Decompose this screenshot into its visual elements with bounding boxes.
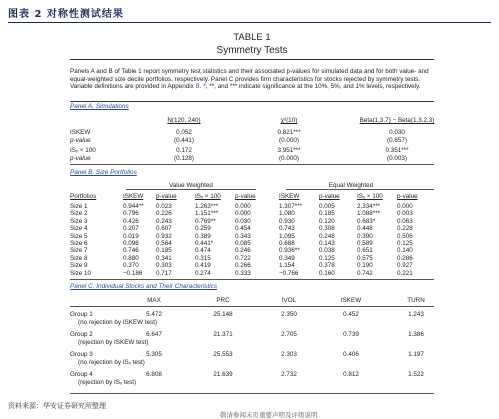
panel-c-cell: 21.639 [213,371,233,378]
panel-b-cell: 0.226 [156,210,172,218]
panel-b-col-header: ISKEW [123,193,144,200]
panel-b-cell: 0.023 [156,203,172,210]
panel-b-cell: 0.243 [156,217,172,225]
panel-a-row-label: p-value [70,137,91,144]
group-description: (no rejection by ISKEW test) [78,319,158,326]
panel-b-cell: 1.154 [279,262,295,270]
panel-b-cell: 0.930 [279,217,295,225]
group-description: (no rejection by ISₓ test) [78,359,145,366]
panel-b-cell: 0.228 [397,225,413,233]
panel-a-col-header: N(120, 240) [167,117,201,124]
panel-a-cell: (0.657) [387,137,407,144]
table-bottom-rule [70,393,434,394]
panel-a-cell: (0.128) [174,155,194,162]
panel-b-cell: 1.263*** [195,203,219,210]
panel-b-cell: 0.000 [235,210,251,218]
panel-b-cell: 1.080 [279,210,295,218]
table-caption [70,68,434,91]
panel-b-cell: 0.448 [357,225,373,233]
panel-a-cell: 3.951*** [277,147,301,154]
panel-b-cell: 0.607 [156,225,172,233]
panel-c-cell: 1.522 [408,371,424,378]
panel-c-header-rule [70,306,434,307]
size-portfolio-label: Size 1 [70,203,88,210]
panel-a-row-label: ISₓ × 100 [70,147,96,154]
panel-b-cell: 0.125 [319,254,335,262]
size-portfolio-label: Size 9 [70,262,88,270]
panel-b-cell: 0.936** [279,247,300,255]
panel-b-cell: 0.098 [123,240,139,247]
size-portfolio-label: Size 10 [70,269,92,277]
panel-a-row-label: p-value [70,155,91,162]
panel-b-cell: 0.143 [319,240,335,247]
panel-b-cell: 0.019 [123,232,139,240]
panel-b-cell: 0.343 [235,232,251,240]
panel-c-col-header: IVOL [281,297,297,304]
panel-c-col-header: ISKEW [340,297,362,304]
panel-b-cell: 0.746 [123,247,139,255]
panel-b-cell: 0.742 [357,269,373,277]
panel-c-cell: 2.705 [281,331,297,338]
size-portfolio-label: Size 6 [70,240,88,247]
panel-b-cell: 0.259 [195,225,211,233]
table-name: Symmetry Tests [216,45,288,56]
panel-b-cell: 0.796 [123,210,139,218]
caption-text-end: . *, **, and *** indicate significance at the 10%, 5%, and 1% levels, respectively. [199,83,421,91]
panel-b-cell: 0.308 [319,225,335,233]
panel-b-cell: 0.932 [156,232,172,240]
panel-b-col-header: p-value [235,193,256,200]
panel-b-cell: 0.651 [357,247,373,255]
panel-a-col-header: χ²(10) [280,117,298,124]
group-label: Group 4 [70,371,93,378]
panel-b-cell: 1.088*** [357,210,381,218]
panel-b-cell: −0.186 [123,269,143,277]
panel-b-col-header: p-value [319,193,340,200]
panel-c-cell: 5.472 [146,311,162,318]
panel-b-cell: 0.927 [397,262,413,270]
panel-b-cell: 0.349 [279,254,295,262]
panel-b-cell: 0.341 [156,254,172,262]
panel-c-cell: 0.812 [343,371,359,378]
panel-c-cell: 6.647 [146,331,162,338]
panel-c-cell: 1.386 [408,331,424,338]
panel-b-cell: 0.246 [235,247,251,255]
panel-b-cell: 0.454 [235,225,251,233]
panel-b-cell: 0.769** [195,217,216,225]
figure-title: 图表 2 对称性测试结果 [8,9,124,20]
panel-c-cell: 25.148 [213,311,233,318]
panel-b-col-header: ISₓ × 100 [357,193,383,200]
panel-b-cell: 0.880 [123,254,139,262]
panel-a-row-label: ISKEW [70,129,91,136]
panel-b-cell: 0.190 [357,262,373,270]
panel-a-title: Panel A. Simulations [70,103,129,110]
panel-b-cell: 1.095 [279,232,295,240]
size-portfolio-label: Size 2 [70,210,88,218]
panel-b-rule [70,279,434,280]
panel-b-cell: 0.005 [319,203,335,210]
panel-a-cell: (0.003) [387,155,407,162]
panel-b-cell: 0.038 [319,247,335,255]
panel-b-cell: 0.248 [319,232,335,240]
panel-b-col-header: Portfolios [70,193,97,200]
panel-b-cell: 0.370 [123,262,139,270]
panel-b-cell: 0.315 [195,254,211,262]
panel-c-title: Panel C. Individual Stocks and Their Characteristics [70,283,218,290]
caption-text: Panels A and B of Table 1 report symmetry test statistics and their associated p-values for simulated data and for both value- and equal-weighted size decile portfolios, respectively. Panel C provides firm characteristics for stocks rejected by symmetry tests. Variable definitions are provided in Appendix [70,68,429,91]
panel-b-cell: 0.274 [195,269,211,277]
panel-c-cell: 0.406 [343,351,359,358]
panel-c-cell: 1.243 [408,311,424,318]
panel-b-cell: 0.125 [397,240,413,247]
equal-weighted-header: Equal Weighted [328,182,374,189]
panel-a-cell: (0.441) [174,137,194,144]
panel-b-cell: 0.589 [357,240,373,247]
value-weighted-rule [126,189,256,190]
panel-c-cell: 2.350 [281,311,297,318]
source-note: 资料来源：华安证券研究所整理 [8,402,106,410]
panel-a-rule [70,164,434,165]
panel-a-cell: 0.351*** [385,147,409,154]
panel-b-cell: 0.000 [397,203,413,210]
panel-b-cell: 0.944** [123,203,144,210]
panel-b-cell: 0.390 [357,232,373,240]
title-rule [70,59,434,60]
group-label: Group 3 [70,351,93,358]
caption-rule [70,101,434,102]
table-number: TABLE 1 [233,32,271,43]
footer-disclaimer: 敬请参阅末页重要声明及评级说明 [220,411,318,419]
panel-b-cell: 0.185 [156,247,172,255]
panel-c-cell: 0.739 [343,331,359,338]
panel-b-cell: 0.160 [319,269,335,277]
panel-a-cell: 0.821*** [277,129,301,136]
panel-c-cell: 21.371 [213,331,233,338]
panel-b-cell: 1.151*** [195,210,219,218]
value-weighted-header: Value Weighted [169,182,213,189]
panel-c-cell: 6.808 [146,371,162,378]
panel-b-cell: 0.575 [357,254,373,262]
panel-c-cell: 2.732 [281,371,297,378]
panel-b-cell: 0.303 [156,262,172,270]
size-portfolio-label: Size 3 [70,217,88,225]
group-description: (rejection by ISKEW test) [78,339,149,346]
panel-b-cell: 0.221 [397,269,413,277]
group-description: (rejection by ISₓ test) [78,379,137,386]
panel-b-cell: 0.426 [123,217,139,225]
equal-weighted-rule [286,189,434,190]
panel-c-cell: 0.452 [343,311,359,318]
panel-b-col-header: p-value [397,193,418,200]
panel-a-cell: 0.172 [176,147,192,154]
panel-b-cell: 0.085 [235,240,251,247]
panel-b-cell: 0.030 [235,217,251,225]
size-portfolio-label: Size 4 [70,225,88,233]
panel-b-title: Panel B. Size Portfolios [70,169,137,176]
panel-c-col-header: PRC [216,297,230,304]
panel-b-cell: 0.185 [319,210,335,218]
panel-b-cell: 0.506 [397,232,413,240]
panel-b-cell: −0.766 [279,269,299,277]
panel-c-cell: 5.305 [146,351,162,358]
panel-b-cell: 0.683* [357,217,376,225]
panel-b-cell: 0.266 [235,262,251,270]
panel-b-cell: 0.441* [195,240,214,247]
size-portfolio-label: Size 5 [70,232,88,240]
panel-a-cell: (0.000) [279,137,299,144]
panel-b-col-header: p-value [156,193,177,200]
panel-b-cell: 2.334*** [357,203,381,210]
panel-c-cell: 1.197 [408,351,424,358]
appendix-link[interactable]: B [195,83,200,91]
panel-b-cell: 1.307*** [279,203,303,210]
panel-b-cell: 0.000 [235,203,251,210]
panel-b-cell: 0.120 [319,217,335,225]
size-portfolio-label: Size 8 [70,254,88,262]
panel-b-cell: 0.003 [397,210,413,218]
panel-b-cell: 0.140 [397,247,413,255]
panel-b-cell: 0.286 [397,254,413,262]
panel-b-cell: 0.722 [235,254,251,262]
panel-b-cell: 0.717 [156,269,172,277]
panel-c-col-header: TURN [407,297,425,304]
panel-b-cell: 0.688 [279,240,295,247]
panel-b-cell: 0.063 [397,217,413,225]
panel-a-cell: (0.000) [279,155,299,162]
panel-c-col-header: MAX [147,297,161,304]
panel-b-col-header: ISKEW [279,193,300,200]
group-label: Group 2 [70,331,93,338]
panel-c-cell: 2.303 [281,351,297,358]
panel-a-cell: 0.030 [389,129,405,136]
panel-c-cell: 25.553 [213,351,233,358]
panel-b-cell: 0.419 [195,262,211,270]
panel-b-cell: 0.474 [195,247,211,255]
panel-b-cell: 0.333 [235,269,251,277]
top-header [0,0,499,26]
panel-b-col-header: ISₓ × 100 [195,193,221,200]
size-portfolio-label: Size 7 [70,247,88,255]
panel-b-cell: 0.743 [279,225,295,233]
panel-a-col-header: Beta(1,3.7) − Beta(1,3.2,3) [359,117,435,124]
header-rule [8,22,491,23]
group-label: Group 1 [70,311,93,318]
panel-b-cell: 0.207 [123,225,139,233]
panel-b-cell: 0.564 [156,240,172,247]
panel-a-cell: 0.052 [176,129,192,136]
panel-b-cell: 0.389 [195,232,211,240]
table-page [66,27,438,400]
panel-b-cell: 0.378 [319,262,335,270]
